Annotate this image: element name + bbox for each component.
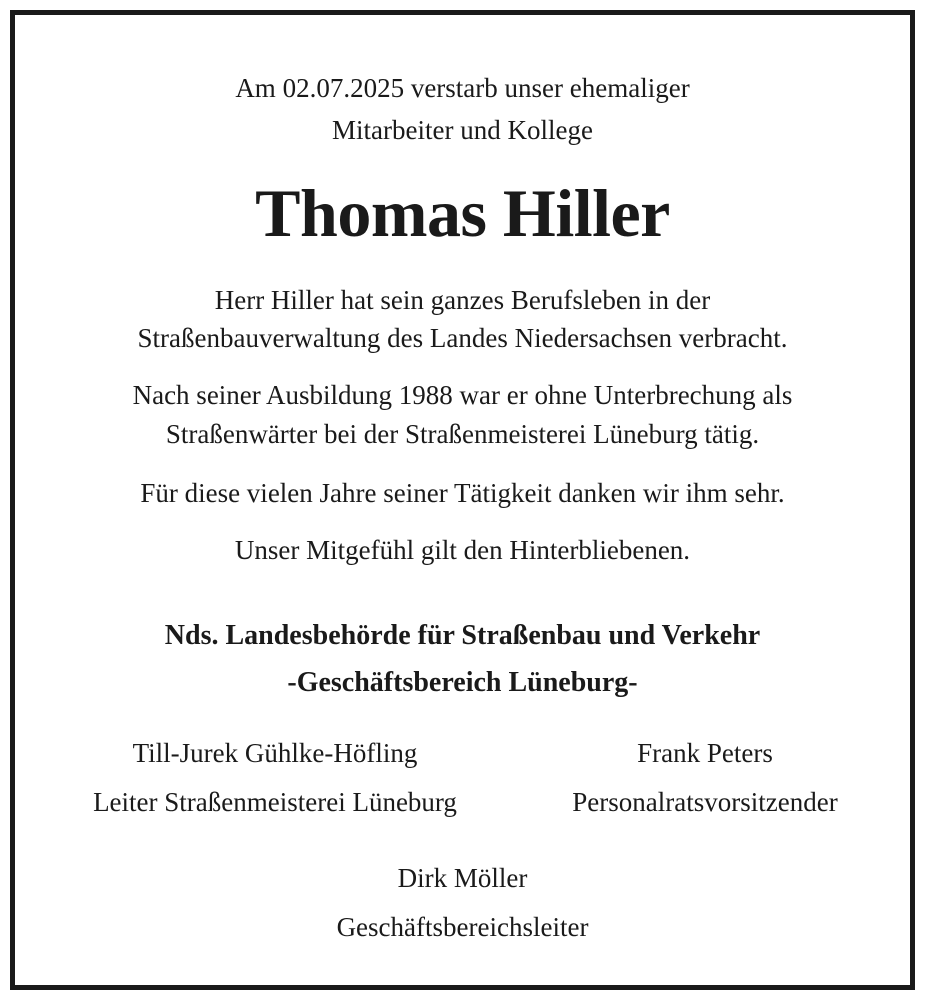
intro-line-2: Mitarbeiter und Kollege <box>332 115 593 145</box>
paragraph-3: Für diese vielen Jahre seiner Tätigkeit danken wir ihm sehr. <box>140 478 785 508</box>
deceased-name: Thomas Hiller <box>255 175 670 251</box>
signatory-3-name: Dirk Möller <box>397 863 528 893</box>
signatory-3-title: Geschäftsbereichsleiter <box>336 912 589 942</box>
signatory-1-title: Leiter Straßenmeisterei Lüneburg <box>93 787 457 817</box>
paragraph-1-line-2: Straßenbauverwaltung des Landes Niedersachsen verbracht. <box>137 323 788 353</box>
paragraph-2-line-1: Nach seiner Ausbildung 1988 war er ohne Unterbrechung als <box>132 380 793 410</box>
signatory-2-name: Frank Peters <box>637 738 773 768</box>
paragraph-1-line-1: Herr Hiller hat sein ganzes Berufsleben in der <box>214 285 711 315</box>
organization-division: -Geschäftsbereich Lüneburg- <box>287 667 638 698</box>
intro-line-1: Am 02.07.2025 verstarb unser ehemaliger <box>235 73 690 103</box>
signatory-1-name: Till-Jurek Gühlke-Höfling <box>132 738 418 768</box>
organization-name: Nds. Landesbehörde für Straßenbau und Verkehr <box>164 620 761 651</box>
paragraph-2-line-2: Straßenwärter bei der Straßenmeisterei Lüneburg tätig. <box>165 419 760 449</box>
signatory-2-title: Personalratsvorsitzender <box>572 787 838 817</box>
paragraph-4: Unser Mitgefühl gilt den Hinterbliebenen. <box>234 535 691 565</box>
obituary-notice <box>10 10 915 990</box>
